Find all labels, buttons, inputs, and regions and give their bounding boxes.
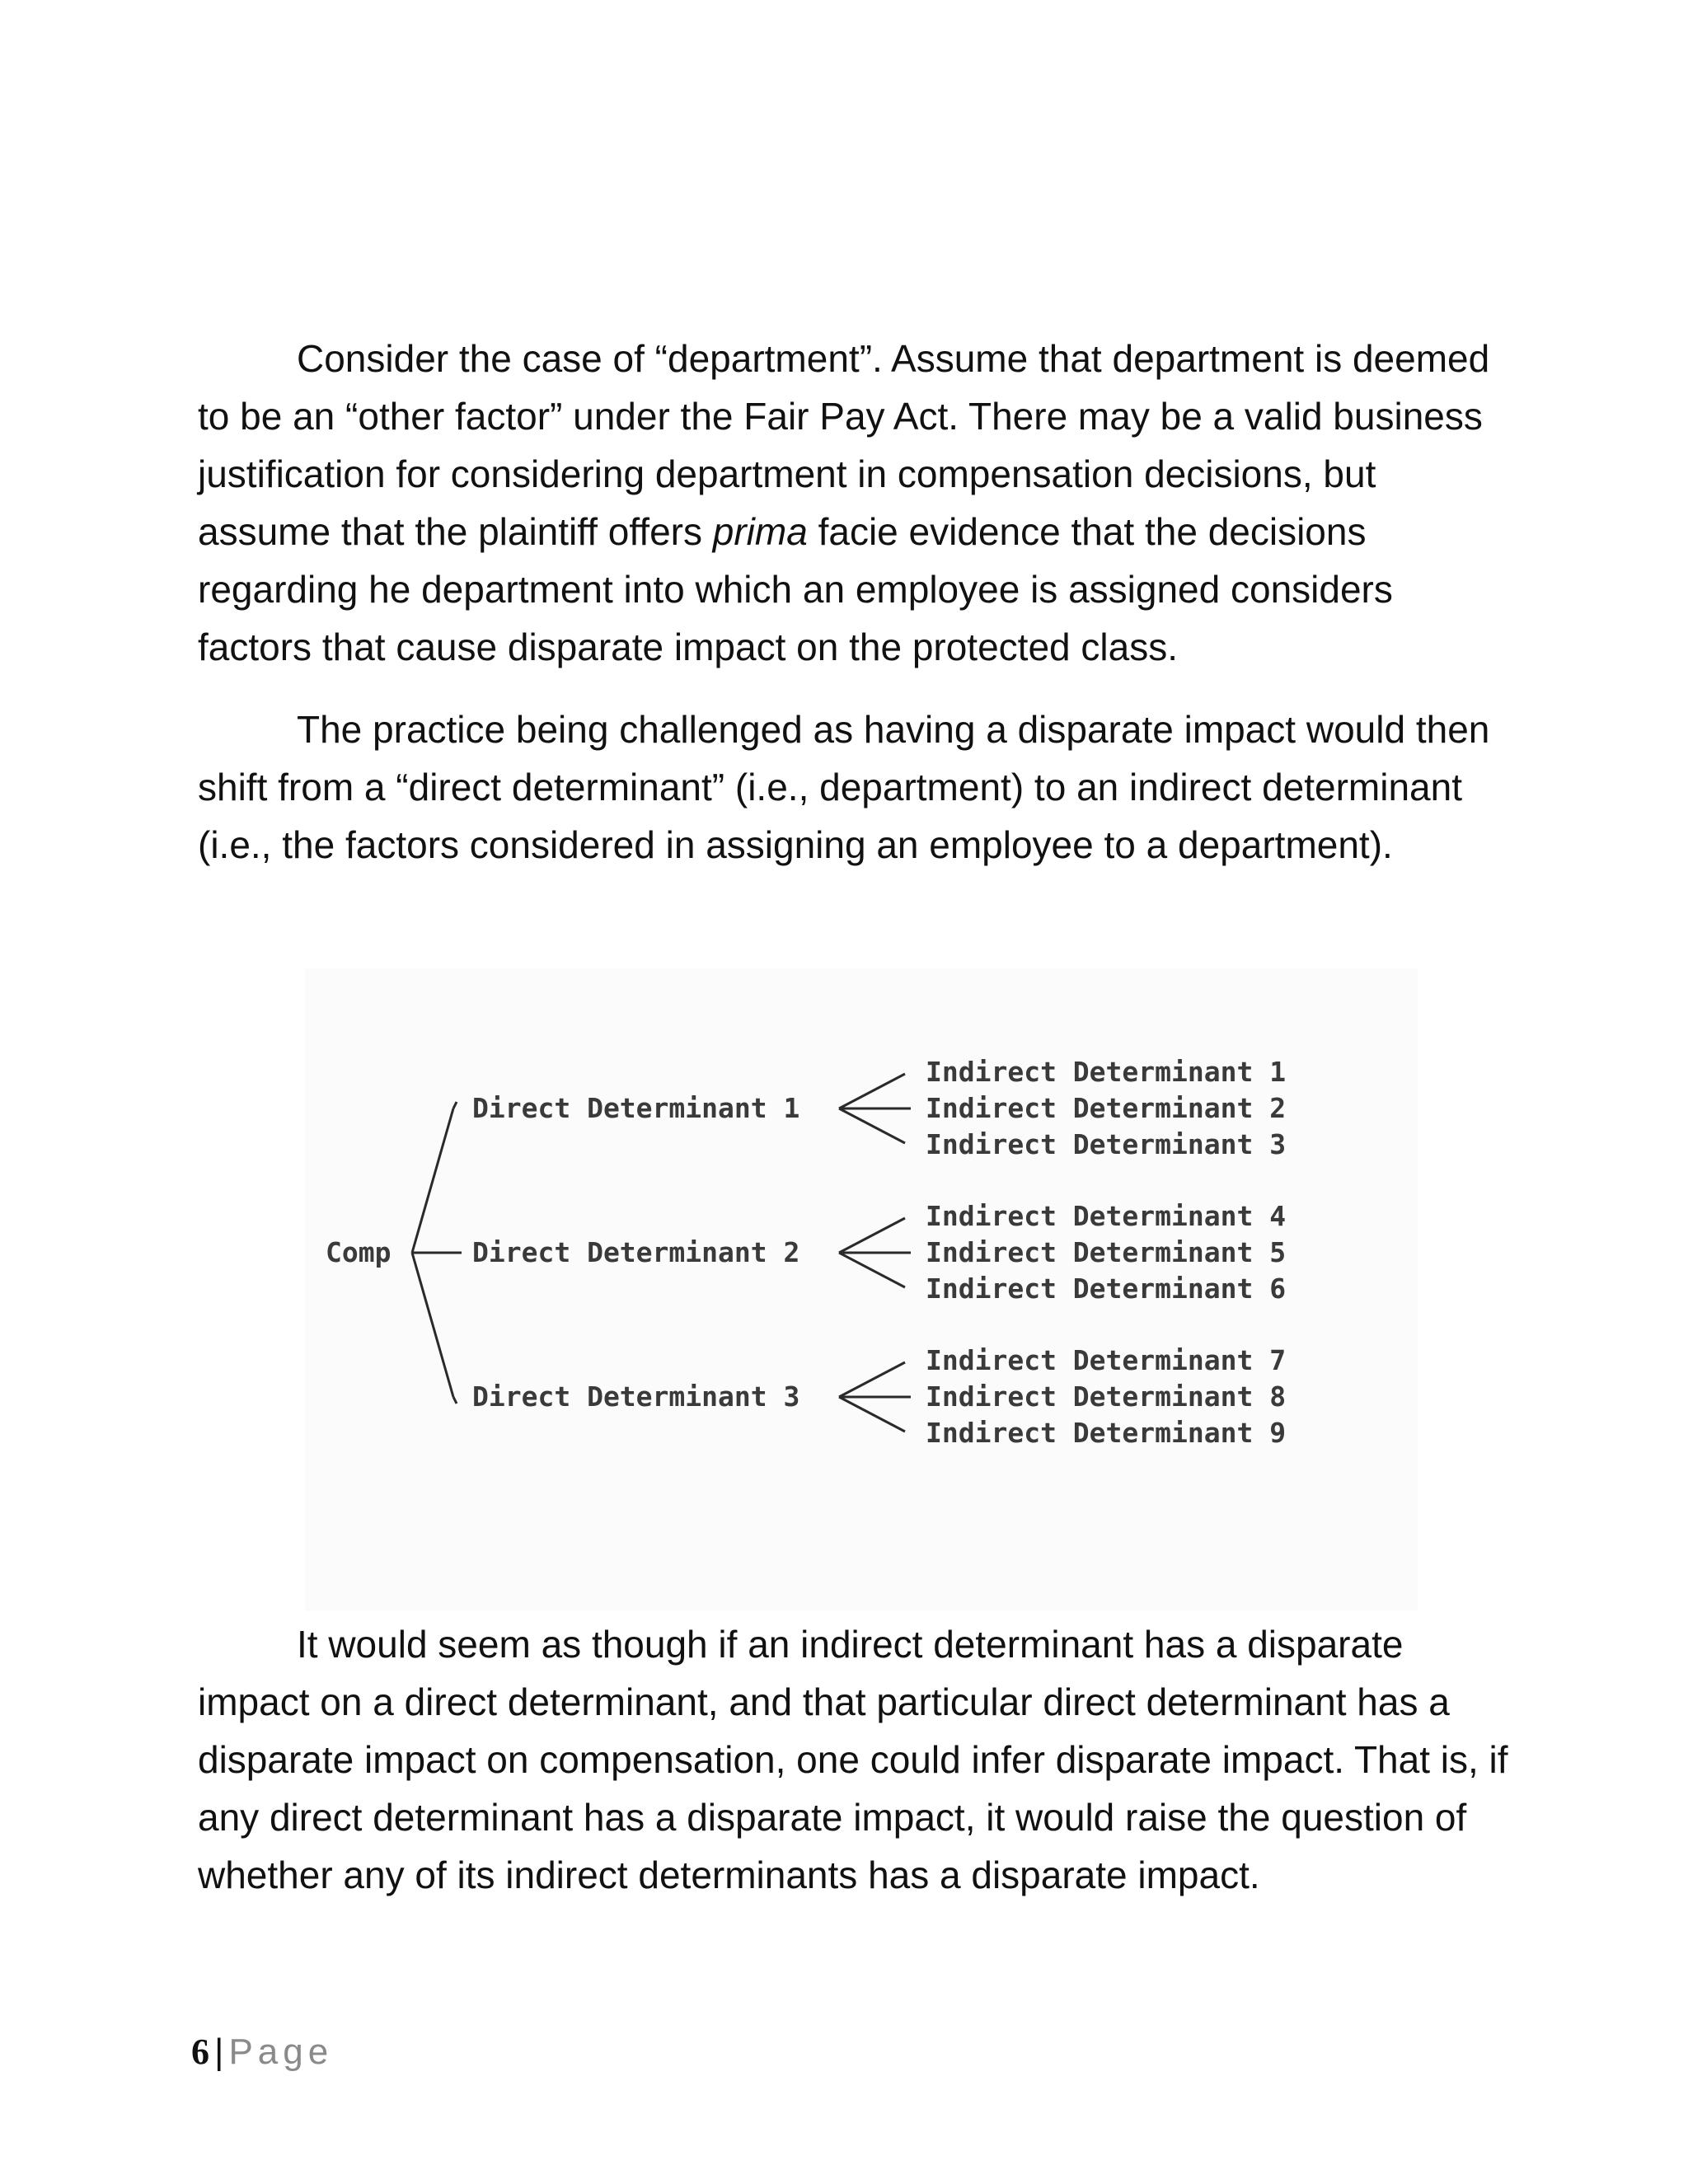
page-number: 6 xyxy=(191,2032,209,2072)
indirect-determinant-5-label: Indirect Determinant 5 xyxy=(926,1236,1287,1268)
branch-tick-bottom xyxy=(453,1397,457,1404)
paragraph-text: It would seem as though if an indirect determinant has a disparate impact on a direct determinant, and that particular direct determinant has a disparate impact on compensation, one could infer disparate impact. That is, if any direct determinant has a disparate impact, it would raise the question of whether any of its indirect determinants has a disparate impact. xyxy=(198,1623,1508,1896)
footer-separator: | xyxy=(214,2032,224,2072)
branch-line-root-to-direct-3 xyxy=(412,1253,453,1397)
indirect-determinant-9-label: Indirect Determinant 9 xyxy=(926,1417,1287,1449)
page-footer xyxy=(191,2029,333,2075)
branch-line-direct-3-to-indirect-9 xyxy=(839,1397,905,1432)
paragraph-practice-shift xyxy=(198,701,1517,874)
indirect-determinant-7-label: Indirect Determinant 7 xyxy=(926,1344,1287,1376)
branch-line-direct-2-to-indirect-6 xyxy=(839,1253,905,1287)
paragraph-department-case xyxy=(198,330,1517,676)
branch-line-direct-2-to-indirect-4 xyxy=(839,1218,905,1253)
determinant-tree-diagram xyxy=(305,968,1418,1611)
paragraph-italic-prima: prima xyxy=(712,510,808,553)
paragraph-infer-disparate-impact xyxy=(198,1615,1517,1904)
branch-tick-top xyxy=(453,1102,457,1108)
direct-determinant-2-label: Direct Determinant 2 xyxy=(472,1236,800,1268)
indirect-determinant-4-label: Indirect Determinant 4 xyxy=(926,1200,1287,1232)
tree-root-label: Comp xyxy=(326,1236,392,1268)
paragraph-text-part-2: facie evidence that the decisions regarding he department into which an employee is assigned considers factors that cause disparate impact on the protected class. xyxy=(198,510,1393,668)
paragraph-text-part-1: Consider the case of “department”. Assume that department is deemed to be an “other factor” under the Fair Pay Act. There may be a valid business justification for considering department in compensation decisions, but assume that the plaintiff offers xyxy=(198,337,1490,553)
branch-line-root-to-direct-1 xyxy=(412,1108,453,1253)
direct-determinant-1-label: Direct Determinant 1 xyxy=(472,1092,800,1124)
branch-line-direct-1-to-indirect-3 xyxy=(839,1108,905,1143)
indirect-determinant-1-label: Indirect Determinant 1 xyxy=(926,1056,1287,1088)
direct-determinant-3-label: Direct Determinant 3 xyxy=(472,1380,800,1413)
footer-page-word: Page xyxy=(228,2032,334,2072)
indirect-determinant-8-label: Indirect Determinant 8 xyxy=(926,1380,1287,1413)
indirect-determinant-3-label: Indirect Determinant 3 xyxy=(926,1128,1287,1160)
tree-diagram-svg xyxy=(305,968,1418,1611)
indirect-determinant-6-label: Indirect Determinant 6 xyxy=(926,1272,1287,1305)
branch-line-direct-1-to-indirect-1 xyxy=(839,1074,905,1108)
indirect-determinant-2-label: Indirect Determinant 2 xyxy=(926,1092,1287,1124)
branch-line-direct-3-to-indirect-7 xyxy=(839,1362,905,1397)
paragraph-text: The practice being challenged as having a disparate impact would then shift from a “direct determinant” (i.e., department) to an indirect determinant (i.e., the factors considered in assigning an employee to a department). xyxy=(198,708,1490,866)
